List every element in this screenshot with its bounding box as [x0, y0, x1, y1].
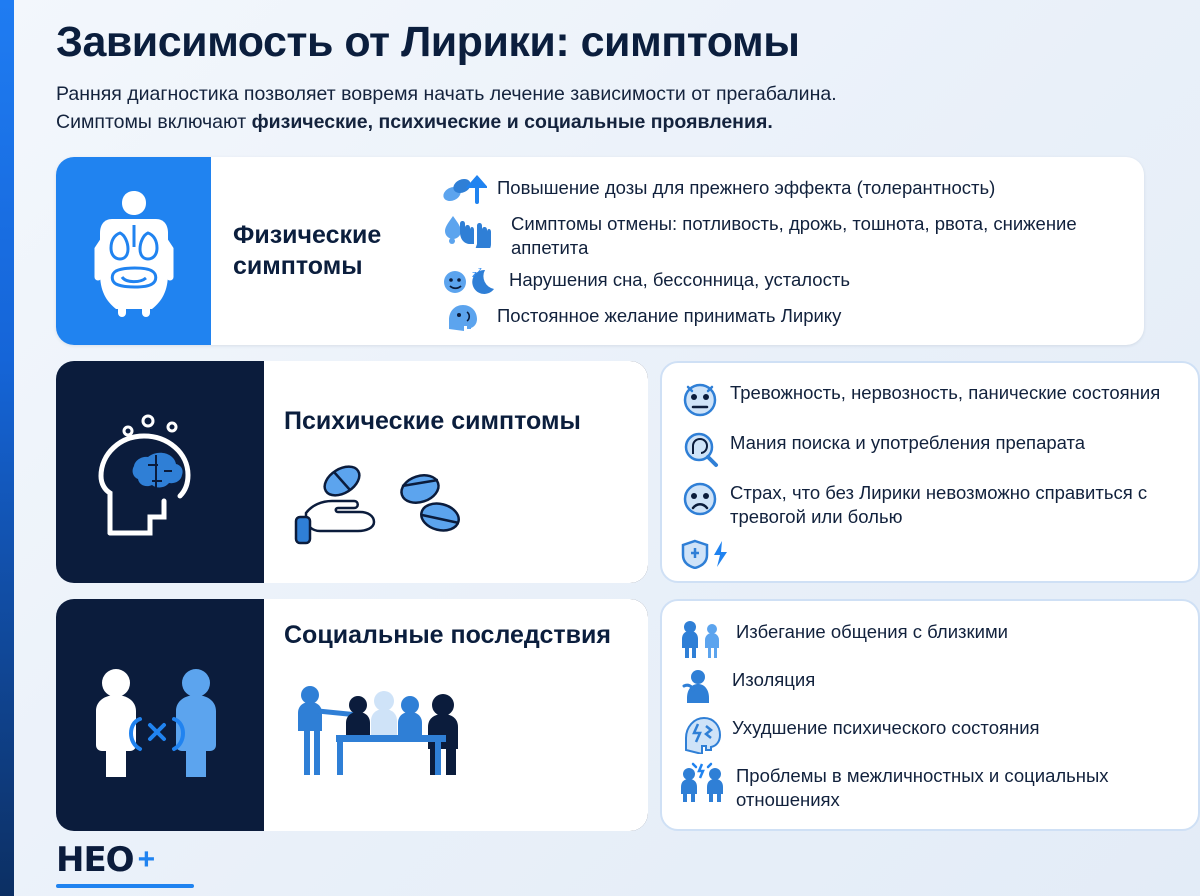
brand-logo [56, 840, 155, 880]
lonely-person-icon [678, 666, 722, 706]
social-consequences-card [56, 599, 1144, 831]
list-item [680, 429, 1184, 469]
subtitle-line-2-prefix: Симптомы включают [56, 111, 252, 134]
list-item [680, 539, 1184, 569]
physical-items-list [441, 157, 1144, 345]
psychic-items-list [660, 361, 1200, 583]
svg-text:z: z [472, 269, 477, 280]
sweat-drop-tremor-hand-icon [441, 210, 501, 248]
sad-face-icon [680, 479, 720, 519]
list-item-label: Проблемы в межличностных и социальных отношениях [736, 764, 1109, 810]
social-items-list [660, 599, 1200, 831]
list-item-label: Постоянное желание принимать Лирику [497, 304, 842, 326]
list-item [441, 174, 1128, 204]
pills-up-arrow-icon [441, 174, 487, 204]
list-item [680, 379, 1184, 419]
conflict-people-icon [678, 762, 726, 802]
list-item-label: Тревожность, нервозность, панические состояния [730, 381, 1161, 403]
page-subtitle [56, 80, 1144, 137]
list-item-label: Симптомы отмены: потливость, дрожь, тошнота, рвота, снижение аппетита [511, 212, 1077, 258]
broken-head-icon [678, 714, 722, 754]
person-turning-away-icon [678, 618, 726, 658]
two-people-broken-link-icon [78, 661, 243, 791]
subtitle-line-2-bold: физические, психические и социальные проявления. [251, 111, 773, 134]
logo-text: НЕО [56, 840, 134, 880]
list-item [678, 762, 1186, 812]
physical-icon-panel [56, 157, 211, 345]
list-item [441, 302, 1128, 332]
physical-title-line1: Физические [233, 221, 382, 250]
physical-title-line2: симптомы [233, 251, 363, 280]
social-title: Социальные последствия [284, 620, 611, 649]
psychic-title: Психические симптомы [284, 406, 581, 435]
list-item [441, 210, 1128, 260]
list-item-label: Ухудшение психического состояния [732, 716, 1040, 738]
head-brain-icon [86, 405, 236, 545]
list-item [678, 666, 1186, 706]
physical-symptoms-card [56, 157, 1144, 345]
list-item-label: Повышение дозы для прежнего эффекта (толерантность) [497, 176, 996, 198]
head-craving-icon [441, 302, 487, 332]
svg-text:z: z [478, 265, 482, 274]
social-icon-panel [78, 661, 243, 791]
psychic-icon-panel [86, 405, 236, 545]
logo-plus: + [137, 843, 156, 876]
hand-with-pills-icon [288, 455, 478, 555]
sleep-moon-icon [441, 266, 499, 296]
logo-underline [56, 884, 194, 888]
physical-title [211, 157, 441, 345]
list-item-label: Изоляция [732, 668, 816, 690]
list-item [441, 266, 1128, 296]
list-item [678, 618, 1186, 658]
subtitle-line-1: Ранняя диагностика позволяет вовремя начать лечение зависимости от прегабалина. [56, 83, 837, 106]
left-accent-bar [0, 0, 14, 896]
magnifier-head-icon [680, 429, 720, 469]
human-body-icon [86, 185, 182, 317]
group-of-people-icon [288, 671, 488, 791]
psychic-secondary-icon [288, 455, 478, 560]
list-item-label: Мания поиска и употребления препарата [730, 431, 1086, 453]
social-secondary-icon [288, 671, 488, 796]
list-item-label: Избегание общения с близкими [736, 620, 1008, 642]
list-item [678, 714, 1186, 754]
page-title: Зависимость от Лирики: симптомы [56, 18, 800, 66]
psychic-symptoms-card [56, 361, 1161, 583]
list-item-label: Нарушения сна, бессонница, усталость [509, 268, 850, 290]
shield-bolt-icon [680, 539, 736, 569]
list-item [680, 479, 1184, 529]
anxious-face-icon [680, 379, 720, 419]
list-item-label: Страх, что без Лирики невозможно справиться с тревогой или болью [730, 481, 1148, 527]
